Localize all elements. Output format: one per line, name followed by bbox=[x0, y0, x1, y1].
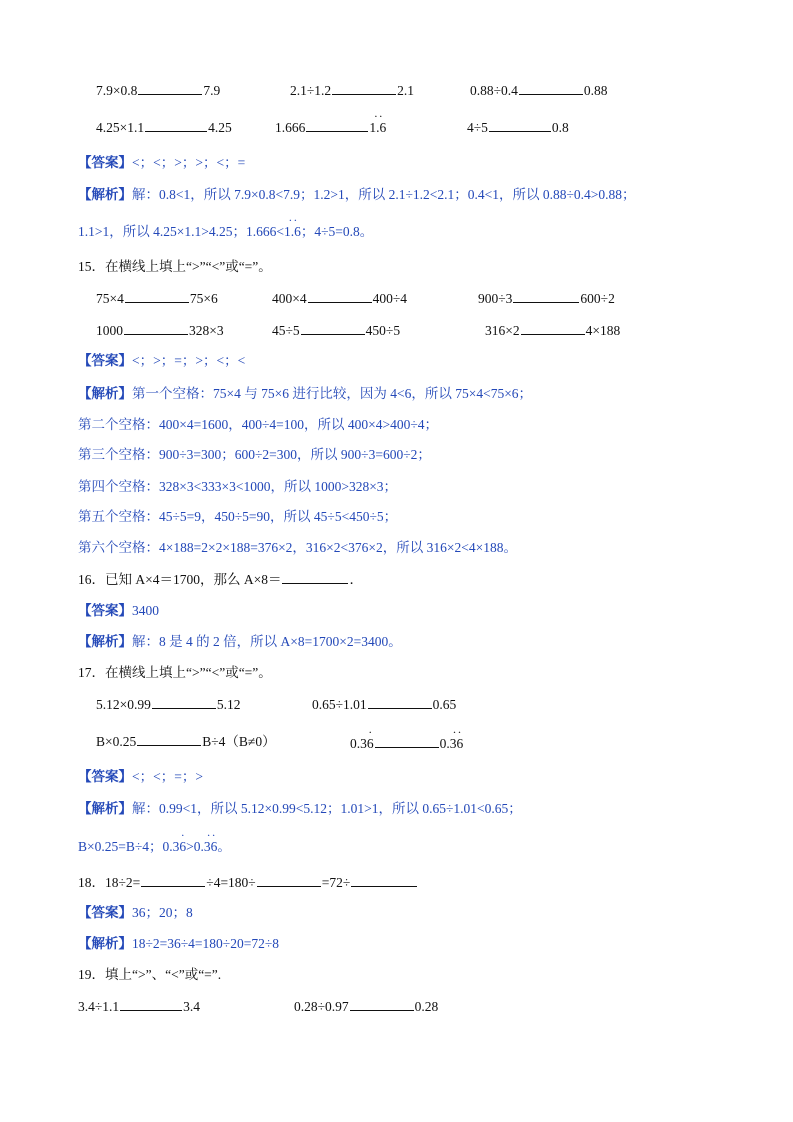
answer-blank[interactable] bbox=[141, 874, 205, 887]
q18-analysis: 【解析】18÷2=36÷4=180÷20=72÷8 bbox=[78, 936, 279, 951]
q17-answer: 【答案】<；<；=；> bbox=[78, 769, 203, 784]
q15-answer: 【答案】<；>；=；>；<；< bbox=[78, 353, 246, 368]
answer-blank[interactable] bbox=[125, 290, 189, 303]
q14-analysis-line-1: 【解析】解：0.8<1，所以 7.9×0.8<7.9；1.2>1，所以 2.1÷1.2<2.1；0.4<1，所以 0.88÷0.4>0.88； bbox=[78, 187, 636, 202]
repeating-decimal: · 6 bbox=[179, 838, 186, 856]
answer-blank[interactable] bbox=[375, 735, 439, 748]
q15-analysis-line-3: 第三个空格：900÷3=300；600÷2=300，所以 900÷3=600÷2； bbox=[78, 447, 431, 462]
q15-title: 15．在横线上填上“>”“<”或“=”。 bbox=[78, 259, 272, 274]
repeating-decimal: · · 36 bbox=[204, 838, 218, 856]
q14-item-3: 0.88÷0.4 0.88 bbox=[470, 83, 608, 98]
q14-item-4: 4.25×1.1 4.25 bbox=[96, 120, 232, 135]
answer-blank[interactable] bbox=[301, 322, 365, 335]
q14-item-5: 1.666· · 1.6 bbox=[275, 119, 386, 137]
q18-answer: 【答案】36；20；8 bbox=[78, 905, 193, 920]
q17-title: 17．在横线上填上“>”“<”或“=”。 bbox=[78, 665, 272, 680]
q15-item-3: 900÷3 600÷2 bbox=[478, 291, 615, 306]
answer-blank[interactable] bbox=[124, 322, 188, 335]
repeating-decimal: · · 1.6 bbox=[284, 223, 301, 241]
answer-blank[interactable] bbox=[519, 82, 583, 95]
q16-analysis: 【解析】解：8 是 4 的 2 倍，所以 A×8=1700×2=3400。 bbox=[78, 634, 402, 649]
q17-analysis-line-1: 【解析】解：0.99<1，所以 5.12×0.99<5.12；1.01>1，所以 0.65÷1.01<0.65； bbox=[78, 801, 522, 816]
q14-answer: 【答案】<；<；>；>；<；= bbox=[78, 155, 246, 170]
answer-blank[interactable] bbox=[120, 998, 182, 1011]
q15-analysis-line-2: 第二个空格：400×4=1600，400÷4=100，所以 400×4>400÷4； bbox=[78, 417, 439, 432]
q15-item-1: 75×4 75×6 bbox=[96, 291, 218, 306]
q17-item-3: B×0.25 B÷4（B≠0） bbox=[96, 734, 276, 749]
q15-analysis-line-1: 【解析】第一个空格：75×4 与 75×6 进行比较，因为 4<6，所以 75×4<75×6； bbox=[78, 386, 533, 401]
q18-title: 18．18÷2= ÷4=180÷ =72÷ bbox=[78, 874, 418, 892]
q17-item-4: 0.3· 6 0.· · 36 bbox=[350, 735, 463, 753]
answer-blank[interactable] bbox=[306, 119, 368, 132]
answer-blank[interactable] bbox=[152, 696, 216, 709]
q16-title: 16．已知 A×4＝1700，那么 A×8＝ ． bbox=[78, 572, 363, 587]
answer-blank[interactable] bbox=[350, 998, 414, 1011]
q19-item-2: 0.28÷0.97 0.28 bbox=[294, 999, 439, 1014]
answer-blank[interactable] bbox=[368, 696, 432, 709]
repeating-decimal: · · 36 bbox=[450, 735, 464, 753]
q15-analysis-line-6: 第六个空格：4×188=2×2×188=376×2，316×2<376×2，所以 316×2<4×188。 bbox=[78, 540, 517, 555]
answer-blank[interactable] bbox=[332, 82, 396, 95]
q14-item-2: 2.1÷1.2 2.1 bbox=[290, 83, 415, 98]
q17-item-1: 5.12×0.99 5.12 bbox=[96, 697, 241, 712]
answer-blank[interactable] bbox=[521, 322, 585, 335]
repeating-decimal: · 6 bbox=[367, 735, 374, 753]
answer-blank[interactable] bbox=[138, 82, 202, 95]
q15-item-5: 45÷5 450÷5 bbox=[272, 323, 401, 338]
q15-analysis-line-4: 第四个空格：328×3<333×3<1000，所以 1000>328×3； bbox=[78, 479, 398, 494]
q14-analysis-line-2: 1.1>1，所以 4.25×1.1>4.25；1.666<· · 1.6；4÷5=0.8。 bbox=[78, 223, 373, 241]
q19-item-1: 3.4÷1.1 3.4 bbox=[78, 999, 201, 1014]
q15-item-2: 400×4 400÷4 bbox=[272, 291, 408, 306]
answer-blank[interactable] bbox=[145, 119, 207, 132]
answer-blank[interactable] bbox=[137, 733, 201, 746]
q14-item-6: 4÷5 0.8 bbox=[467, 120, 569, 135]
answer-blank[interactable] bbox=[351, 874, 417, 887]
answer-blank[interactable] bbox=[513, 290, 579, 303]
q15-analysis-line-5: 第五个空格：45÷5=9，450÷5=90，所以 45÷5<450÷5； bbox=[78, 509, 398, 524]
answer-blank[interactable] bbox=[282, 571, 348, 584]
q19-title: 19．填上“>”、“<”或“=”. bbox=[78, 967, 222, 982]
answer-blank[interactable] bbox=[308, 290, 372, 303]
q15-item-6: 316×2 4×188 bbox=[485, 323, 621, 338]
q17-analysis-line-2: B×0.25=B÷4；0.3· 6>0.· · 36。 bbox=[78, 838, 231, 856]
repeating-decimal: · · 1.6 bbox=[369, 119, 386, 137]
q17-item-2: 0.65÷1.01 0.65 bbox=[312, 697, 457, 712]
q16-answer: 【答案】3400 bbox=[78, 603, 159, 618]
answer-blank[interactable] bbox=[257, 874, 321, 887]
q14-item-1: 7.9×0.8 7.9 bbox=[96, 83, 221, 98]
q15-item-4: 1000 328×3 bbox=[96, 323, 224, 338]
answer-blank[interactable] bbox=[489, 119, 551, 132]
